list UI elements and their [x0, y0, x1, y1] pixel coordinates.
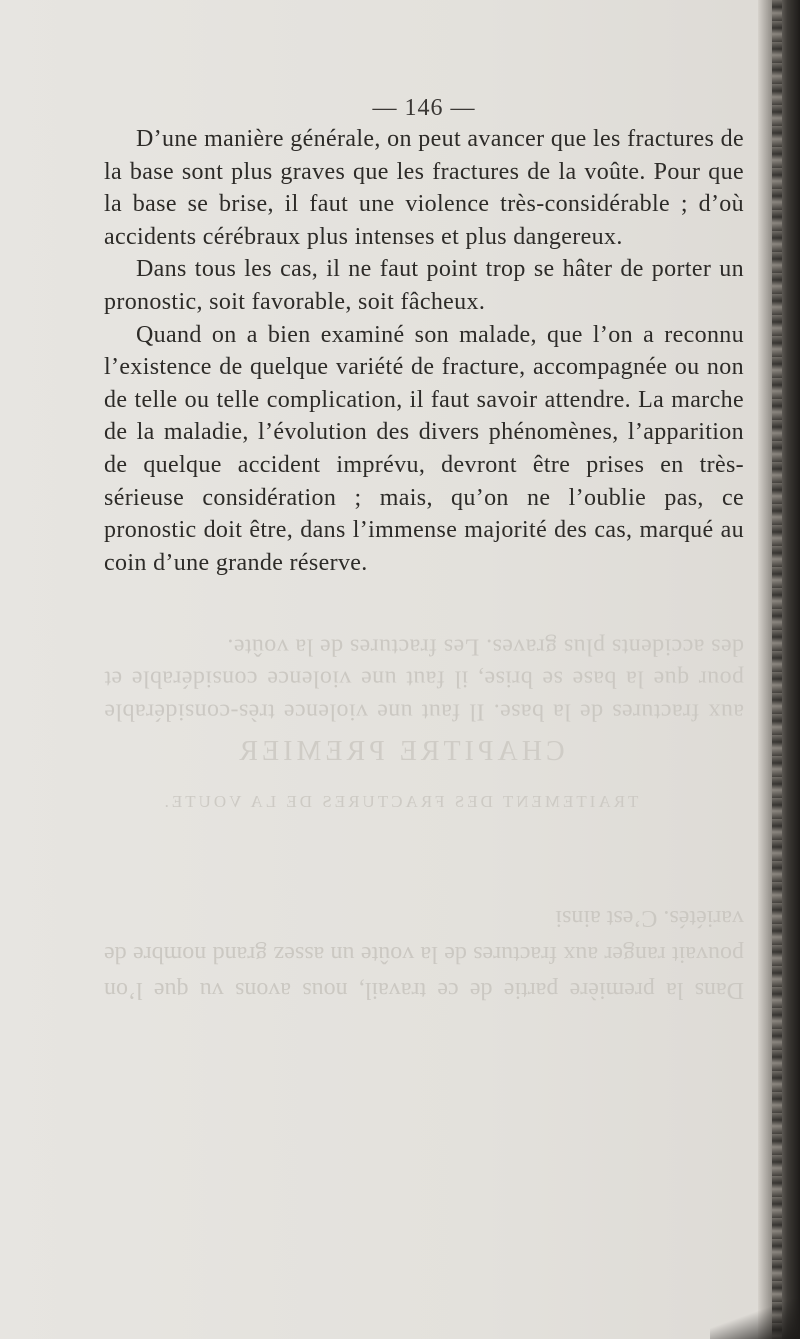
- corner-shadow: [710, 1299, 800, 1339]
- body-text: [104, 123, 744, 579]
- paragraph-2: Dans tous les cas, il ne faut point trop se hâter de porter un pronostic, soit favorable, soit fâcheux.: [104, 256, 744, 315]
- paragraph-1: D’une manière générale, on peut avancer que les fractures de la base sont plus graves que les fractures de la voûte. Pour que la base se brise, il faut une violence très-considérable ; d’où accidents cérébraux plus intenses et plus dangereux.: [104, 126, 744, 250]
- paragraph-3: Quand on a bien examiné son malade, que l’on a reconnu l’existence de quelque variété de fracture, accompagnée ou non de telle ou telle complication, il faut savoir attendre. La marche de la maladie, l’évolution des divers phénomènes, l’apparition de quelque accident imprévu, devront être prises en très-sérieuse considération ; mais, qu’on ne l’oublie pas, ce pronostic doit être, dans l’immense majorité des cas, marqué au coin d’une grande réserve.: [104, 321, 744, 576]
- show-through-text-lower: Dans la première partie de ce travail, nous avons vu que l’on pouvait ranger aux fractures de la voûte un assez grand nombre de variétés. C’est ainsi: [104, 905, 744, 1003]
- show-through-heading: CHAPITRE PREMIER: [235, 736, 565, 767]
- show-through-text: aux fractures de la base. Il faut une violence très-considérable pour que la base se brise, il faut une violence considérable et des accidents plus graves. Les fractures de la voûte.: [104, 633, 744, 725]
- page-stack-edge: [772, 0, 782, 1339]
- show-through-subheading: TRAITEMENT DES FRACTURES DE LA VOUTE.: [161, 792, 639, 811]
- page-number: — 146 —: [372, 95, 476, 121]
